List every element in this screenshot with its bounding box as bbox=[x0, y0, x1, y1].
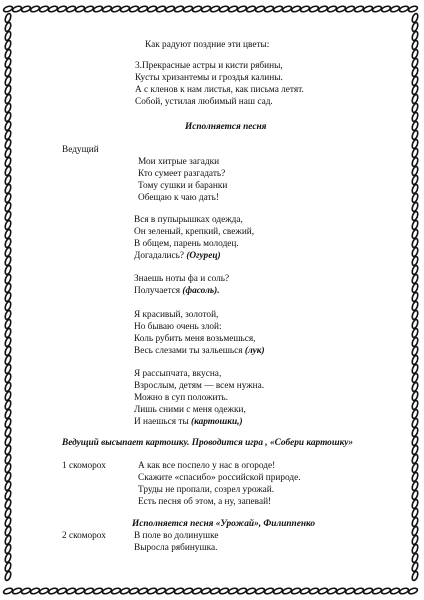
border-chain-link bbox=[411, 76, 419, 86]
verse-line: Есть песня об этом, а ну, запевай! bbox=[138, 497, 272, 507]
border-chain-link bbox=[4, 130, 12, 140]
border-chain-link bbox=[138, 5, 148, 13]
border-chain-link bbox=[4, 481, 12, 491]
riddle-line: Обещаю к чаю дать! bbox=[138, 193, 219, 203]
border-chain-link bbox=[411, 355, 419, 365]
border-chain-link bbox=[4, 166, 12, 176]
border-chain-link bbox=[12, 5, 22, 13]
border-chain-link bbox=[4, 319, 12, 329]
border-chain-link bbox=[246, 5, 256, 13]
border-chain-link bbox=[4, 175, 12, 185]
border-chain-link bbox=[408, 5, 418, 13]
border-chain-link bbox=[39, 587, 49, 595]
border-chain-link bbox=[120, 5, 130, 13]
border-chain-link bbox=[4, 499, 12, 509]
border-chain-link bbox=[411, 112, 419, 122]
border-chain-link bbox=[390, 587, 400, 595]
border-chain-link bbox=[201, 587, 211, 595]
border-chain-link bbox=[66, 5, 76, 13]
border-chain-link bbox=[93, 587, 103, 595]
border-chain-link bbox=[4, 454, 12, 464]
border-chain-link bbox=[147, 5, 157, 13]
border-chain-link bbox=[165, 5, 175, 13]
border-chain-link bbox=[411, 526, 419, 536]
speaker-label: 2 скоморох bbox=[62, 531, 106, 541]
border-chain-link bbox=[183, 5, 193, 13]
riddle-line bbox=[134, 346, 265, 357]
riddle-answer: (картошки,) bbox=[191, 417, 243, 427]
border-chain-link bbox=[4, 229, 12, 239]
border-chain-link bbox=[192, 587, 202, 595]
border-chain-link bbox=[4, 31, 12, 41]
border-chain-link bbox=[4, 49, 12, 59]
border-chain-link bbox=[111, 587, 121, 595]
border-chain-link bbox=[219, 587, 229, 595]
border-chain-link bbox=[183, 587, 193, 595]
border-chain-link bbox=[411, 490, 419, 500]
riddle-line: Мои хитрые загадки bbox=[138, 157, 220, 167]
border-chain-link bbox=[300, 587, 310, 595]
border-chain-link bbox=[411, 499, 419, 509]
border-chain-link bbox=[4, 103, 12, 113]
border-chain-link bbox=[4, 418, 12, 428]
border-chain-link bbox=[30, 587, 40, 595]
riddle-line: В общем, парень молодец. bbox=[134, 239, 239, 249]
border-chain-link bbox=[411, 328, 419, 338]
border-chain-link bbox=[111, 5, 121, 13]
border-chain-link bbox=[411, 256, 419, 266]
riddle-line: Я красивый, золотой, bbox=[134, 310, 219, 320]
border-chain-link bbox=[411, 67, 419, 77]
border-chain-link bbox=[411, 517, 419, 527]
border-chain-link bbox=[255, 5, 265, 13]
border-chain-link bbox=[174, 5, 184, 13]
border-chain-link bbox=[201, 5, 211, 13]
border-chain-link bbox=[255, 587, 265, 595]
border-chain-link bbox=[75, 587, 85, 595]
border-chain-link bbox=[300, 5, 310, 13]
border-chain-link bbox=[318, 5, 328, 13]
border-chain-link bbox=[4, 301, 12, 311]
border-chain-link bbox=[411, 175, 419, 185]
border-chain-link bbox=[4, 337, 12, 347]
border-chain-link bbox=[411, 562, 419, 572]
border-chain-link bbox=[120, 587, 130, 595]
border-chain-link bbox=[411, 49, 419, 59]
border-chain-link bbox=[4, 409, 12, 419]
border-chain-link bbox=[411, 454, 419, 464]
border-chain-link bbox=[4, 400, 12, 410]
riddle-answer: (Огурец) bbox=[186, 251, 221, 261]
border-chain-link bbox=[4, 373, 12, 383]
border-chain-link bbox=[48, 5, 58, 13]
border-chain-link bbox=[228, 5, 238, 13]
riddle-line: Вся в пупырышках одежда, bbox=[134, 215, 243, 225]
speaker-label: 1 скоморох bbox=[62, 461, 106, 471]
border-chain-link bbox=[411, 481, 419, 491]
border-chain-link bbox=[264, 5, 274, 13]
border-chain-link bbox=[138, 587, 148, 595]
border-chain-link bbox=[411, 85, 419, 95]
border-chain-link bbox=[411, 544, 419, 554]
border-chain-link bbox=[411, 418, 419, 428]
border-chain-link bbox=[4, 391, 12, 401]
border-chain-link bbox=[291, 587, 301, 595]
border-chain-link bbox=[354, 587, 364, 595]
border-chain-link bbox=[4, 571, 12, 581]
verse-line: Выросла рябинушка. bbox=[134, 543, 218, 553]
border-chain-link bbox=[411, 571, 419, 581]
border-chain-link bbox=[4, 112, 12, 122]
border-chain-link bbox=[156, 5, 166, 13]
border-chain-link bbox=[411, 391, 419, 401]
border-chain-link bbox=[411, 202, 419, 212]
border-chain-link bbox=[411, 346, 419, 356]
border-chain-link bbox=[12, 587, 22, 595]
border-chain-link bbox=[57, 587, 67, 595]
riddle-line: Коль рубить меня возьмешься, bbox=[134, 334, 256, 344]
border-chain-link bbox=[237, 587, 247, 595]
riddle-text: Получается bbox=[134, 286, 181, 296]
stage-direction-game: Ведущий высыпает картошку. Проводится игра , «Собери картошку» bbox=[62, 438, 354, 448]
riddle-line: Тому сушки и баранки bbox=[138, 181, 228, 191]
border-chain-link bbox=[411, 508, 419, 518]
speaker-label: Ведущий bbox=[62, 145, 99, 155]
riddle-line bbox=[134, 417, 243, 428]
border-chain-link bbox=[363, 587, 373, 595]
border-chain-link bbox=[411, 148, 419, 158]
border-chain-link bbox=[4, 508, 12, 518]
border-chain-link bbox=[228, 587, 238, 595]
border-chain-link bbox=[4, 562, 12, 572]
border-chain-link bbox=[336, 5, 346, 13]
riddle-line: Кто сумеет разгадать? bbox=[138, 169, 226, 179]
border-chain-link bbox=[411, 364, 419, 374]
border-chain-link bbox=[411, 40, 419, 50]
border-chain-link bbox=[411, 184, 419, 194]
border-chain-link bbox=[411, 166, 419, 176]
border-chain-link bbox=[4, 436, 12, 446]
border-chain-link bbox=[372, 5, 382, 13]
border-chain-link bbox=[327, 5, 337, 13]
border-chain-link bbox=[345, 587, 355, 595]
border-chain-link bbox=[411, 409, 419, 419]
riddle-answer: (лук) bbox=[244, 346, 265, 356]
border-chain-link bbox=[411, 238, 419, 248]
border-chain-link bbox=[411, 139, 419, 149]
riddle-text: Догадались? bbox=[134, 251, 184, 261]
border-chain-link bbox=[411, 265, 419, 275]
border-chain-link bbox=[102, 5, 112, 13]
border-chain-link bbox=[411, 247, 419, 257]
border-chain-link bbox=[411, 463, 419, 473]
border-chain-link bbox=[210, 587, 220, 595]
border-chain-link bbox=[411, 472, 419, 482]
border-chain-link bbox=[147, 587, 157, 595]
riddle-line: Взрослым, детям — всем нужна. bbox=[134, 381, 265, 391]
stage-direction-song: Исполняется песня bbox=[185, 122, 267, 132]
border-chain-link bbox=[75, 5, 85, 13]
border-chain-link bbox=[219, 5, 229, 13]
border-chain-link bbox=[4, 544, 12, 554]
verse-line: А как все поспело у нас в огороде! bbox=[138, 461, 276, 471]
border-chain-link bbox=[4, 247, 12, 257]
border-chain-link bbox=[354, 5, 364, 13]
border-chain-link bbox=[246, 587, 256, 595]
border-chain-link bbox=[237, 5, 247, 13]
border-chain-link bbox=[411, 130, 419, 140]
border-chain-link bbox=[4, 445, 12, 455]
border-chain-link bbox=[4, 202, 12, 212]
border-chain-link bbox=[129, 587, 139, 595]
border-chain-link bbox=[210, 5, 220, 13]
border-chain-link bbox=[4, 328, 12, 338]
border-chain-link bbox=[93, 5, 103, 13]
stage-direction-song: Исполняется песня «Урожай», Филиппенко bbox=[132, 519, 316, 529]
border-chain-link bbox=[4, 220, 12, 230]
riddle-line: Лишь сними с меня одежки, bbox=[134, 405, 246, 415]
border-chain-link bbox=[273, 5, 283, 13]
border-chain-link bbox=[4, 535, 12, 545]
border-chain-link bbox=[411, 274, 419, 284]
border-chain-link bbox=[4, 526, 12, 536]
border-chain-link bbox=[282, 587, 292, 595]
border-chain-link bbox=[4, 265, 12, 275]
border-chain-link bbox=[84, 5, 94, 13]
border-chain-link bbox=[411, 31, 419, 41]
border-chain-link bbox=[4, 94, 12, 104]
border-chain-link bbox=[4, 121, 12, 131]
border-chain-link bbox=[411, 337, 419, 347]
border-chain-link bbox=[4, 382, 12, 392]
border-chain-link bbox=[327, 587, 337, 595]
border-chain-link bbox=[4, 346, 12, 356]
border-chain-link bbox=[411, 103, 419, 113]
riddle-line: Можно в суп положить. bbox=[134, 393, 229, 403]
border-chain-link bbox=[345, 5, 355, 13]
border-chain-link bbox=[4, 76, 12, 86]
border-chain-link bbox=[4, 238, 12, 248]
border-chain-link bbox=[4, 139, 12, 149]
border-chain-link bbox=[30, 5, 40, 13]
border-chain-link bbox=[399, 5, 409, 13]
border-chain-link bbox=[102, 587, 112, 595]
border-chain-link bbox=[399, 587, 409, 595]
border-chain-link bbox=[411, 22, 419, 32]
border-chain-link bbox=[4, 211, 12, 221]
border-chain-link bbox=[48, 587, 58, 595]
border-chain-link bbox=[39, 5, 49, 13]
border-chain-link bbox=[66, 587, 76, 595]
riddle-text: И наешься ты bbox=[134, 417, 189, 427]
riddle-answer: (фасоль). bbox=[182, 286, 220, 296]
border-chain-link bbox=[411, 535, 419, 545]
riddle-line: Он зеленый, крепкий, свежий, bbox=[134, 227, 255, 237]
border-chain-link bbox=[411, 436, 419, 446]
border-chain-link bbox=[411, 301, 419, 311]
border-chain-link bbox=[4, 490, 12, 500]
border-chain-link bbox=[273, 587, 283, 595]
border-chain-link bbox=[411, 13, 419, 23]
verse-line: Труды не пропали, созрел урожай. bbox=[138, 485, 275, 495]
border-chain-link bbox=[192, 5, 202, 13]
border-chain-link bbox=[4, 463, 12, 473]
border-chain-link bbox=[4, 427, 12, 437]
border-chain-link bbox=[4, 274, 12, 284]
riddle-line bbox=[134, 251, 221, 262]
border-chain-link bbox=[411, 283, 419, 293]
border-chain-link bbox=[3, 5, 13, 13]
border-chain-link bbox=[411, 445, 419, 455]
border-chain-link bbox=[390, 5, 400, 13]
border-chain-link bbox=[411, 229, 419, 239]
border-chain-link bbox=[411, 58, 419, 68]
border-chain-link bbox=[129, 5, 139, 13]
border-chain-link bbox=[309, 587, 319, 595]
border-chain-link bbox=[372, 587, 382, 595]
poem-line: Кусты хризантемы и гроздья калины. bbox=[135, 73, 283, 83]
poem-line: 3.Прекрасные астры и кисти рябины, bbox=[135, 61, 283, 71]
border-chain-link bbox=[411, 157, 419, 167]
border-chain-link bbox=[4, 22, 12, 32]
border-chain-link bbox=[411, 553, 419, 563]
border-chain-link bbox=[3, 587, 13, 595]
border-chain-link bbox=[411, 292, 419, 302]
border-chain-link bbox=[411, 94, 419, 104]
riddle-line: Знаешь ноты фа и соль? bbox=[134, 274, 230, 284]
riddle-line: Но бываю очень злой: bbox=[134, 322, 222, 332]
verse-line: Скажите «спасибо» российской природе. bbox=[138, 473, 301, 483]
border-chain-link bbox=[4, 85, 12, 95]
riddle-line bbox=[134, 286, 220, 297]
border-chain-link bbox=[318, 587, 328, 595]
border-chain-link bbox=[4, 283, 12, 293]
border-chain-link bbox=[165, 587, 175, 595]
border-chain-link bbox=[21, 5, 31, 13]
riddle-text: Весь слезами ты зальешься bbox=[134, 346, 243, 356]
border-chain-link bbox=[4, 310, 12, 320]
border-chain-link bbox=[4, 157, 12, 167]
border-chain-link bbox=[4, 472, 12, 482]
border-chain-link bbox=[57, 5, 67, 13]
border-chain-link bbox=[21, 587, 31, 595]
border-chain-link bbox=[282, 5, 292, 13]
border-chain-link bbox=[174, 587, 184, 595]
border-chain-link bbox=[363, 5, 373, 13]
border-chain-link bbox=[381, 587, 391, 595]
border-chain-link bbox=[411, 211, 419, 221]
poem-line: А с кленов к нам листья, как письма летят. bbox=[135, 85, 304, 95]
border-chain-link bbox=[411, 193, 419, 203]
border-chain-link bbox=[4, 148, 12, 158]
border-chain-link bbox=[336, 587, 346, 595]
border-chain-link bbox=[411, 427, 419, 437]
border-chain-link bbox=[4, 553, 12, 563]
border-chain-link bbox=[411, 121, 419, 131]
border-chain-link bbox=[411, 382, 419, 392]
border-chain-link bbox=[408, 587, 418, 595]
border-chain-link bbox=[4, 13, 12, 23]
border-chain-link bbox=[4, 58, 12, 68]
border-chain-link bbox=[411, 310, 419, 320]
border-chain-link bbox=[4, 364, 12, 374]
riddle-line: Я рассыпчата, вкусна, bbox=[134, 369, 222, 379]
border-chain-link bbox=[4, 355, 12, 365]
border-chain-link bbox=[309, 5, 319, 13]
border-chain-link bbox=[4, 184, 12, 194]
border-chain-link bbox=[4, 193, 12, 203]
border-chain-link bbox=[4, 40, 12, 50]
border-chain-link bbox=[84, 587, 94, 595]
border-chain-link bbox=[156, 587, 166, 595]
border-chain-link bbox=[381, 5, 391, 13]
border-chain-link bbox=[4, 292, 12, 302]
border-chain-link bbox=[4, 67, 12, 77]
border-chain-link bbox=[411, 400, 419, 410]
border-chain-link bbox=[411, 373, 419, 383]
border-chain-link bbox=[264, 587, 274, 595]
border-chain-link bbox=[4, 517, 12, 527]
border-chain-link bbox=[291, 5, 301, 13]
verse-line: В поле во долинушке bbox=[134, 531, 219, 541]
poem-intro-line: Как радуют поздние эти цветы: bbox=[145, 40, 270, 50]
border-chain-link bbox=[4, 256, 12, 266]
border-chain-link bbox=[411, 220, 419, 230]
border-chain-link bbox=[411, 319, 419, 329]
poem-line: Собой, устилая любимый наш сад. bbox=[135, 97, 273, 107]
